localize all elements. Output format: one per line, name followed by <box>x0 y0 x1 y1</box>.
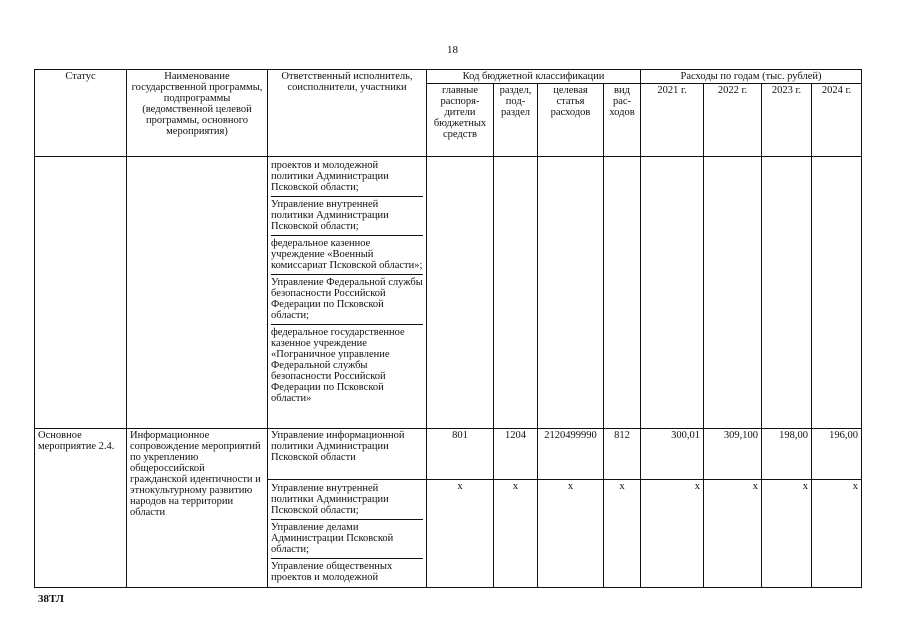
continuation-2022-cell <box>704 157 762 429</box>
participant-entry: Управление общественных проектов и молодежной <box>271 558 423 586</box>
responsible-entry: Управление внутренней политики Администрации Псковской области; <box>271 196 423 235</box>
measure-csr: 2120499990 <box>538 429 604 480</box>
header-responsible: Ответственный исполнитель, соисполнители, участники <box>268 70 427 157</box>
measure-vr: 812 <box>604 429 641 480</box>
measure-responsible: Управление информационной политики Администрации Псковской области <box>268 429 427 480</box>
participants-2021: x <box>641 480 704 588</box>
responsible-entry: проектов и молодежной политики Администрации Псковской области; <box>271 160 389 193</box>
header-2023: 2023 г. <box>762 84 812 157</box>
continuation-vr-cell <box>604 157 641 429</box>
continuation-2023-cell <box>762 157 812 429</box>
responsible-entry: федеральное казенное учреждение «Военный комиссариат Псковской области»; <box>271 235 423 274</box>
header-vr: вид рас-ходов <box>604 84 641 157</box>
measure-2022: 309,100 <box>704 429 762 480</box>
header-2021: 2021 г. <box>641 84 704 157</box>
header-2024: 2024 г. <box>812 84 862 157</box>
header-rz: раздел, под-раздел <box>494 84 538 157</box>
measure-2024: 196,00 <box>812 429 862 480</box>
measure-gr: 801 <box>427 429 494 480</box>
continuation-2024-cell <box>812 157 862 429</box>
participants-csr: x <box>538 480 604 588</box>
header-name: Наименование государственной программы, подпрограммы (ведомственной целевой программы, основного мероприятия) <box>127 70 268 157</box>
header-budget-code: Код бюджетной классификации <box>427 70 641 84</box>
participant-entry: Управление делами Администрации Псковской области; <box>271 519 423 558</box>
header-csr: целевая статья расходов <box>538 84 604 157</box>
continuation-name-cell <box>127 157 268 429</box>
participants-2022: x <box>704 480 762 588</box>
budget-table <box>34 69 862 588</box>
measure-2021: 300,01 <box>641 429 704 480</box>
participants-2023: x <box>762 480 812 588</box>
continuation-status-cell <box>35 157 127 429</box>
page-number: 18 <box>447 44 458 56</box>
continuation-responsible-cell <box>268 157 427 429</box>
participants-vr: x <box>604 480 641 588</box>
measure-row-1 <box>35 429 862 480</box>
footer-code: 38ТЛ <box>38 593 64 605</box>
header-status: Статус <box>35 70 127 157</box>
continuation-rz-cell <box>494 157 538 429</box>
measure-participants-cell <box>268 480 427 588</box>
measure-name: Информационное сопровождение мероприятий по укреплению общероссийской гражданской идентичности и этнокультурному развитию народов на территории области <box>127 429 268 588</box>
header-2022: 2022 г. <box>704 84 762 157</box>
header-expenses: Расходы по годам (тыс. рублей) <box>641 70 862 84</box>
participant-entry: Управление внутренней политики Администрации Псковской области; <box>271 483 389 516</box>
participants-2024: x <box>812 480 862 588</box>
responsible-entry: Управление Федеральной службы безопасности Российской Федерации по Псковской области; <box>271 274 423 324</box>
header-gr: главные распоря-дители бюджетных средств <box>427 84 494 157</box>
continuation-gr-cell <box>427 157 494 429</box>
continuation-csr-cell <box>538 157 604 429</box>
responsible-entry: федеральное государственное казенное учреждение «Пограничное управление Федеральной службы безопасности Российской Федерации по Псковской области» <box>271 324 423 407</box>
participants-gr: x <box>427 480 494 588</box>
measure-status: Основное мероприятие 2.4. <box>35 429 127 588</box>
continuation-2021-cell <box>641 157 704 429</box>
measure-rz: 1204 <box>494 429 538 480</box>
participants-rz: x <box>494 480 538 588</box>
continuation-row <box>35 157 862 429</box>
measure-2023: 198,00 <box>762 429 812 480</box>
